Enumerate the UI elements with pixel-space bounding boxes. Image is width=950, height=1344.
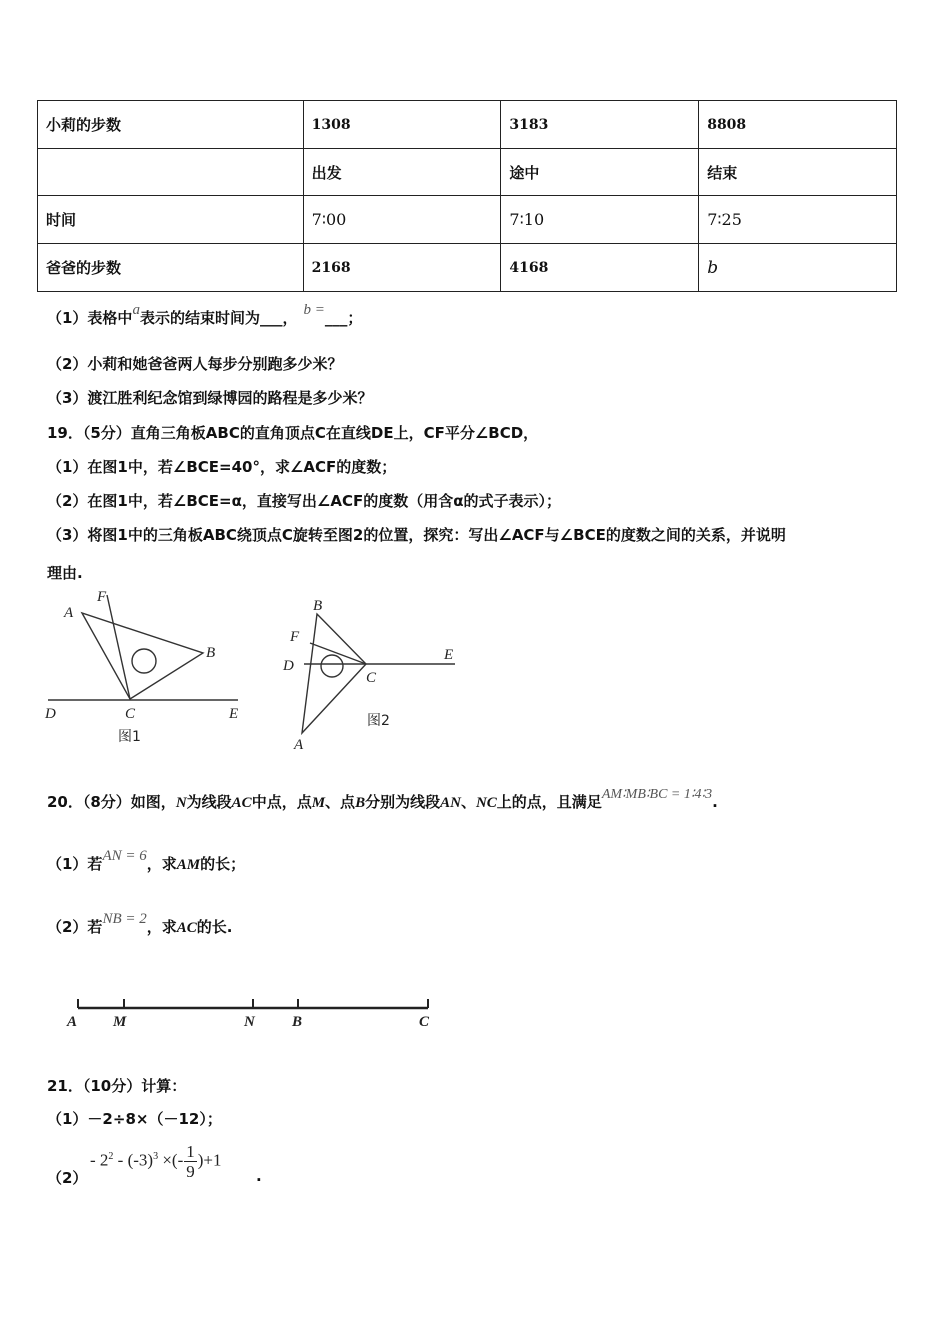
q21-part2-end: . [256,1167,262,1185]
table-cell: 结束 [699,149,897,196]
point-n: N [244,1014,255,1030]
q21-part1: （1）－2÷8×（－12）； [47,1110,222,1128]
var-ac: AC [176,920,197,936]
label-c: C [125,706,136,722]
q18-part1 [47,302,363,328]
fraction-denominator: 9 [186,1162,195,1181]
label-d: D [45,706,56,722]
label-f: F [290,629,300,645]
q21-heading: 21．（10分）计算： [47,1077,187,1095]
q20-part1-text: 的长； [200,855,246,873]
expr-term: - (-3) [113,1150,154,1170]
label-b: B [206,645,216,661]
expr-term: - 2 [90,1150,109,1170]
q20-text: 上的点，且满足 [496,793,602,811]
expr-fraction [184,1142,197,1181]
eq-b: b = [303,302,325,318]
label-a: A [64,605,74,621]
q18-part1-text: ___； [324,309,363,327]
table-cell: 出发 [303,149,501,196]
table-row [38,101,897,149]
q20-part1 [47,848,246,874]
expr-term: )+1 [197,1150,222,1170]
q20-part2-text: ，求 [146,918,177,936]
q20-text: 中点，点 [251,793,312,811]
right-angle-mark [321,655,343,677]
var-an: AN [440,795,461,811]
q20-part1-text: （1）若 [47,855,103,873]
var-ac: AC [231,795,252,811]
table-cell: 7∶10 [501,196,699,244]
q19-heading: 19．（5分）直角三角板ABC的直角顶点C在直线DE上，CF平分∠BCD， [47,424,539,442]
label-d: D [283,658,294,674]
point-c: C [419,1014,430,1030]
q19-part2: （2）在图1中，若∠BCE=α，直接写出∠ACF的度数（用含α的式子表示）； [47,492,562,510]
eq-an: AN = 6 [102,848,147,864]
table-cell: 时间 [38,196,304,244]
table-cell: 7∶25 [699,196,897,244]
q19-part3: （3）将图1中的三角板ABC绕顶点C旋转至图2的位置，探究：写出∠ACF与∠BCE的度数之间的关系，并说明 [47,526,786,544]
var-b: B [355,795,366,811]
q20-text: 分别为线段 [365,793,441,811]
table-cell: 3183 [501,101,699,149]
q20-text: 为线段 [186,793,232,811]
figure-2 [280,593,465,753]
ray-cf [107,595,130,699]
eq-nb: NB = 2 [102,911,147,927]
fraction-numerator: 1 [186,1142,195,1161]
q18-part1-text: 表示的结束时间为___， [139,309,298,327]
q20-text: 20．（8分）如图， [47,793,176,811]
point-m: M [113,1014,127,1030]
label-f: F [97,589,107,605]
q19-part3-cont: 理由. [47,564,83,582]
table-row [38,196,897,244]
table-cell: 4168 [501,244,699,292]
expr-exponent: 3 [153,1150,159,1162]
q19-part1: （1）在图1中，若∠BCE=40°，求∠ACF的度数； [47,458,397,476]
label-b: B [313,598,323,614]
figure-1 [40,585,255,750]
q18-part1-text: （1）表格中 [47,309,133,327]
table-cell: b [699,244,897,292]
q20-text: 、点 [325,793,356,811]
triangle-abc [302,614,366,733]
var-nc: NC [475,795,497,811]
expr-exponent: 2 [108,1150,114,1162]
q20-text: 、 [460,793,476,811]
q20-part2 [47,911,233,937]
var-n: N [175,795,187,811]
segment-figure [60,993,450,1033]
point-b: B [292,1014,303,1030]
q18-part3: （3）渡江胜利纪念馆到绿博园的路程是多少米？ [47,389,373,407]
var-am: AM [176,857,201,873]
ratio-formula: AM∶MB∶BC = 1∶4∶3 [601,787,713,802]
q20-part1-text: ，求 [146,855,177,873]
table-cell: 7∶00 [303,196,501,244]
q20-heading [47,787,718,812]
figure-1-caption: 图1 [118,729,141,745]
right-angle-mark [132,649,156,673]
label-c: C [366,670,377,686]
q20-text: . [712,793,718,811]
table-cell: 途中 [501,149,699,196]
q20-part2-text: 的长. [196,918,233,936]
ray-cf [310,643,366,664]
table-cell: 1308 [303,101,501,149]
var-a: a [132,302,140,318]
label-e: E [444,647,454,663]
var-m: M [311,795,326,811]
table-cell: 8808 [699,101,897,149]
expr-term: ×(- [158,1150,184,1170]
table-cell: 小莉的步数 [38,101,304,149]
triangle-abc [82,613,203,699]
table-row [38,244,897,292]
q21-expression [90,1142,222,1181]
figure-2-caption: 图2 [367,713,390,729]
label-a: A [294,737,304,753]
table-row [38,149,897,196]
table-cell: 2168 [303,244,501,292]
point-a: A [67,1014,78,1030]
label-e: E [229,706,239,722]
table-cell: 爸爸的步数 [38,244,304,292]
q18-part2: （2）小莉和她爸爸两人每步分别跑多少米？ [47,355,343,373]
steps-table [37,100,897,292]
q21-part2-label: （2） [47,1169,88,1187]
q20-part2-text: （2）若 [47,918,103,936]
table-cell [38,149,304,196]
